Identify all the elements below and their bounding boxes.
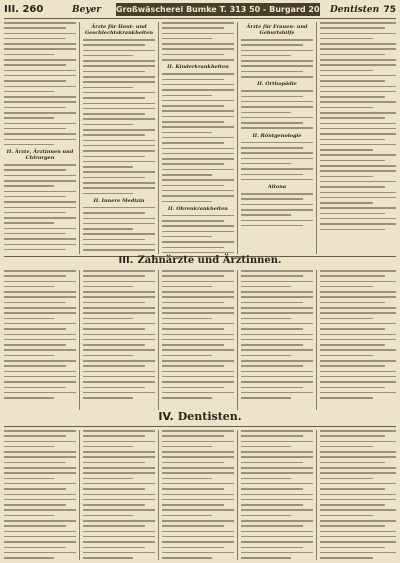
subheading: II. Innere Medizin [93, 197, 145, 204]
subheading: Ärzte für Haut- und Geschlechtskrankheiten [84, 24, 154, 36]
page-title: Dentisten [330, 5, 380, 15]
top-column-1 [4, 22, 76, 254]
section-title: Dentisten. [177, 410, 242, 423]
section-heading-zahnaerzte [0, 254, 400, 268]
page-number: 75 [383, 5, 396, 15]
top-column-2 [83, 22, 155, 254]
middle-column-2 [83, 270, 155, 410]
subheading: Ärzte für Frauen- und Geburtshilfe [246, 24, 308, 36]
advertisement-banner: Großwäscherei Bumke T. 313 50 - Burgard 2012 [116, 5, 331, 14]
bottom-column-1 [4, 430, 76, 560]
top-column-5 [320, 22, 396, 254]
subheading: Altona [267, 184, 287, 191]
bottom-column-3 [162, 430, 234, 560]
bottom-column-5 [320, 430, 396, 560]
subheading: II. Ärzte, Ärztinnen und Chirurgen [6, 149, 74, 162]
middle-column-1 [4, 270, 76, 410]
section-numeral: IV. [158, 410, 174, 423]
middle-column-5 [320, 270, 396, 410]
page-reference: III. 260 [4, 4, 44, 15]
section-title: Zahnärzte und Ärztinnen. [137, 255, 282, 266]
top-column-4 [241, 22, 313, 254]
middle-column-3 [162, 270, 234, 410]
middle-column-4 [241, 270, 313, 410]
page-header [4, 3, 396, 17]
subheading: II. Orthopädie [257, 81, 297, 88]
subheading: II. Ohrenkrankheiten [168, 205, 228, 212]
section-numeral: III. [118, 255, 134, 266]
top-column-3 [162, 22, 234, 254]
subheading: II. Röntgenologie [252, 132, 302, 139]
subheading: II. Kinderkrankheiten [167, 64, 229, 71]
bottom-column-2 [83, 430, 155, 560]
region-label: Beyer [72, 5, 102, 15]
section-heading-dentisten [0, 410, 400, 424]
header-rule [4, 18, 396, 19]
bottom-column-4 [241, 430, 313, 560]
